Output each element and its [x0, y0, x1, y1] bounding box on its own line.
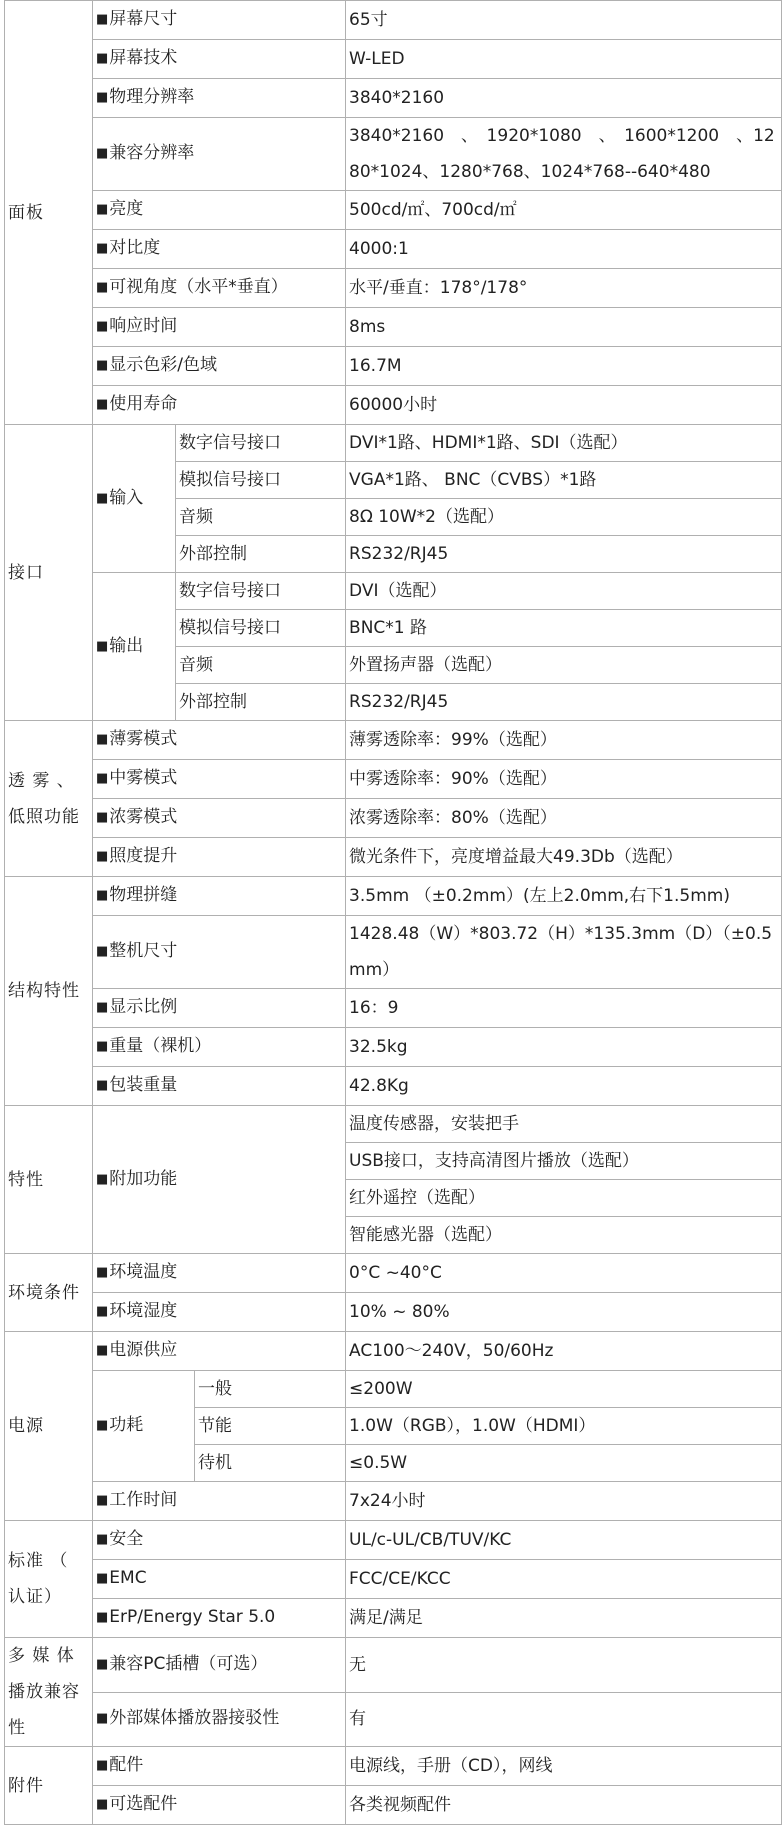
spec-value: 4000:1: [346, 230, 782, 269]
table-row: [5, 1638, 782, 1693]
bullet-icon: ■: [96, 51, 109, 66]
table-row: [5, 1106, 782, 1143]
spec-value: 7x24小时: [346, 1482, 782, 1521]
spec-value: RS232/RJ45: [346, 684, 782, 721]
bullet-icon: ■: [96, 241, 109, 256]
spec-label: ■物理拼缝: [93, 877, 346, 916]
spec-label: ■响应时间: [93, 308, 346, 347]
spec-value: 微光条件下，亮度增益最大49.3Db（选配）: [346, 838, 782, 877]
spec-value: 红外遥控（选配）: [346, 1180, 782, 1217]
table-row: [5, 386, 782, 425]
section-features: 特性: [5, 1106, 93, 1254]
table-row: [5, 760, 782, 799]
bullet-icon: ■: [96, 1039, 109, 1054]
spec-value: 3.5mm （±0.2mm）(左上2.0mm,右下1.5mm): [346, 877, 782, 916]
spec-label: 数字信号接口: [176, 425, 346, 462]
section-environment: 环境条件: [5, 1254, 93, 1332]
bullet-icon: ■: [96, 12, 109, 27]
bullet-icon: ■: [96, 810, 109, 825]
spec-label: ■电源供应: [93, 1332, 346, 1371]
section-multimedia: 多 媒 体 播放兼容性: [5, 1638, 93, 1747]
table-row: [5, 118, 782, 191]
spec-label: ■显示比例: [93, 989, 346, 1028]
spec-label: ■对比度: [93, 230, 346, 269]
spec-label: 模拟信号接口: [176, 462, 346, 499]
spec-label: ■重量（裸机）: [93, 1028, 346, 1067]
table-row: [5, 916, 782, 989]
spec-value: 8ms: [346, 308, 782, 347]
spec-label: ■环境温度: [93, 1254, 346, 1293]
sub-output: ■输出: [93, 573, 176, 721]
spec-label: 外部控制: [176, 536, 346, 573]
spec-label: ■屏幕尺寸: [93, 1, 346, 40]
spec-value: RS232/RJ45: [346, 536, 782, 573]
bullet-icon: ■: [96, 1304, 109, 1319]
table-row: [5, 1, 782, 40]
spec-value: 3840*2160: [346, 79, 782, 118]
section-accessories: 附件: [5, 1747, 93, 1825]
spec-value: 无: [346, 1638, 782, 1693]
table-row: [5, 1521, 782, 1560]
bullet-icon: ■: [96, 1711, 109, 1727]
bullet-icon: ■: [96, 397, 109, 412]
spec-value: W-LED: [346, 40, 782, 79]
table-row: [5, 1067, 782, 1106]
table-row: [5, 1482, 782, 1521]
spec-value: 中雾透除率：90%（选配）: [346, 760, 782, 799]
bullet-icon: ■: [96, 1078, 109, 1093]
spec-label: ■安全: [93, 1521, 346, 1560]
spec-label: ■外部媒体播放器接驳性: [93, 1692, 346, 1747]
bullet-icon: ■: [96, 1797, 109, 1812]
spec-label: ■屏幕技术: [93, 40, 346, 79]
spec-label: ■薄雾模式: [93, 721, 346, 760]
spec-label: ■EMC: [93, 1560, 346, 1599]
spec-label: ■附加功能: [93, 1106, 346, 1254]
spec-value: ≤0.5W: [346, 1445, 782, 1482]
bullet-icon: ■: [96, 771, 109, 786]
bullet-icon: ■: [96, 202, 109, 217]
spec-label: ■物理分辨率: [93, 79, 346, 118]
bullet-icon: ■: [96, 1532, 109, 1547]
table-row: [5, 1371, 782, 1408]
bullet-icon: ■: [96, 319, 109, 334]
spec-value: 1428.48（W）*803.72（H）*135.3mm（D）（±0.5mm）: [346, 916, 782, 989]
spec-value: 500cd/㎡、700cd/㎡: [346, 191, 782, 230]
spec-label: ■中雾模式: [93, 760, 346, 799]
spec-label: ■环境湿度: [93, 1293, 346, 1332]
spec-value: ≤200W: [346, 1371, 782, 1408]
spec-label: ■兼容PC插槽（可选）: [93, 1638, 346, 1693]
spec-value: 8Ω 10W*2（选配）: [346, 499, 782, 536]
bullet-icon: ■: [96, 1571, 109, 1586]
spec-label: ■浓雾模式: [93, 799, 346, 838]
bullet-icon: ■: [96, 1171, 109, 1187]
table-row: [5, 425, 782, 462]
spec-label: 外部控制: [176, 684, 346, 721]
spec-value: 电源线，手册（CD），网线: [346, 1747, 782, 1786]
spec-label: ■ErP/Energy Star 5.0: [93, 1599, 346, 1638]
spec-value: 有: [346, 1692, 782, 1747]
spec-value: FCC/CE/KCC: [346, 1560, 782, 1599]
bullet-icon: ■: [96, 732, 109, 747]
spec-value: 16.7M: [346, 347, 782, 386]
sub-input: ■输入: [93, 425, 176, 573]
spec-value: UL/c-UL/CB/TUV/KC: [346, 1521, 782, 1560]
table-row: [5, 1332, 782, 1371]
table-row: [5, 308, 782, 347]
table-row: [5, 1293, 782, 1332]
spec-label: ■显示色彩/色域: [93, 347, 346, 386]
spec-value: 智能感光器（选配）: [346, 1217, 782, 1254]
bullet-icon: ■: [96, 1343, 109, 1358]
spec-value: 32.5kg: [346, 1028, 782, 1067]
table-row: [5, 40, 782, 79]
table-row: [5, 1560, 782, 1599]
spec-value: 薄雾透除率：99%（选配）: [346, 721, 782, 760]
section-standards: 标准 （ 认证）: [5, 1521, 93, 1638]
spec-value: 65寸: [346, 1, 782, 40]
table-row: [5, 799, 782, 838]
spec-label: 待机: [195, 1445, 346, 1482]
sub-power-consumption: ■功耗: [93, 1371, 195, 1482]
spec-label: ■配件: [93, 1747, 346, 1786]
bullet-icon: ■: [96, 849, 109, 864]
bullet-icon: ■: [96, 1656, 109, 1672]
spec-value: 16：9: [346, 989, 782, 1028]
bullet-icon: ■: [96, 1758, 109, 1773]
spec-value: 浓雾透除率：80%（选配）: [346, 799, 782, 838]
spec-value: 温度传感器，安装把手: [346, 1106, 782, 1143]
bullet-icon: ■: [96, 888, 109, 903]
bullet-icon: ■: [96, 90, 109, 105]
table-row: [5, 989, 782, 1028]
table-row: [5, 877, 782, 916]
table-row: [5, 191, 782, 230]
spec-value: DVI*1路、HDMI*1路、SDI（选配）: [346, 425, 782, 462]
spec-label: ■使用寿命: [93, 386, 346, 425]
section-interface: 接口: [5, 425, 93, 721]
spec-label: 音频: [176, 499, 346, 536]
section-structure: 结构特性: [5, 877, 93, 1106]
spec-value: AC100～240V，50/60Hz: [346, 1332, 782, 1371]
spec-label: ■包装重量: [93, 1067, 346, 1106]
spec-value: 水平/垂直：178°/178°: [346, 269, 782, 308]
table-row: [5, 721, 782, 760]
spec-label: ■整机尺寸: [93, 916, 346, 989]
spec-value: 外置扬声器（选配）: [346, 647, 782, 684]
spec-value: 3840*2160 、 1920*1080 、 1600*1200 、1280*1024、1280*768、1024*768--640*480: [346, 118, 782, 191]
spec-label: 节能: [195, 1408, 346, 1445]
bullet-icon: ■: [96, 280, 109, 295]
spec-label: 模拟信号接口: [176, 610, 346, 647]
spec-value: VGA*1路、 BNC（CVBS）*1路: [346, 462, 782, 499]
bullet-icon: ■: [96, 1610, 109, 1625]
spec-value: 10% ~ 80%: [346, 1293, 782, 1332]
spec-value: 60000小时: [346, 386, 782, 425]
section-panel: 面板: [5, 1, 93, 425]
spec-value: BNC*1 路: [346, 610, 782, 647]
bullet-icon: ■: [96, 944, 109, 959]
table-row: [5, 1786, 782, 1825]
spec-label: 数字信号接口: [176, 573, 346, 610]
spec-label: ■照度提升: [93, 838, 346, 877]
bullet-icon: ■: [96, 1418, 109, 1433]
bullet-icon: ■: [96, 1000, 109, 1015]
table-row: [5, 1599, 782, 1638]
spec-value: DVI（选配）: [346, 573, 782, 610]
spec-label: ■工作时间: [93, 1482, 346, 1521]
bullet-icon: ■: [96, 490, 109, 506]
spec-table: [4, 0, 782, 1825]
bullet-icon: ■: [96, 638, 109, 654]
spec-value: 1.0W（RGB），1.0W（HDMI）: [346, 1408, 782, 1445]
spec-value: 满足/满足: [346, 1599, 782, 1638]
spec-value: 各类视频配件: [346, 1786, 782, 1825]
spec-value: USB接口，支持高清图片播放（选配）: [346, 1143, 782, 1180]
table-row: [5, 79, 782, 118]
spec-label: 一般: [195, 1371, 346, 1408]
table-row: [5, 1254, 782, 1293]
table-row: [5, 230, 782, 269]
section-power: 电源: [5, 1332, 93, 1521]
table-row: [5, 269, 782, 308]
section-fog: 透 雾 、 低照功能: [5, 721, 93, 877]
spec-label: ■可选配件: [93, 1786, 346, 1825]
table-row: [5, 1747, 782, 1786]
spec-label: ■亮度: [93, 191, 346, 230]
spec-value: 0°C ~40°C: [346, 1254, 782, 1293]
bullet-icon: ■: [96, 1265, 109, 1280]
bullet-icon: ■: [96, 1493, 109, 1508]
table-row: [5, 347, 782, 386]
table-row: [5, 1028, 782, 1067]
bullet-icon: ■: [96, 358, 109, 373]
table-row: [5, 1692, 782, 1747]
bullet-icon: ■: [96, 146, 109, 161]
spec-value: 42.8Kg: [346, 1067, 782, 1106]
table-row: [5, 838, 782, 877]
spec-label: ■兼容分辨率: [93, 118, 346, 191]
spec-label: 音频: [176, 647, 346, 684]
spec-label: ■可视角度（水平*垂直）: [93, 269, 346, 308]
table-row: [5, 573, 782, 610]
